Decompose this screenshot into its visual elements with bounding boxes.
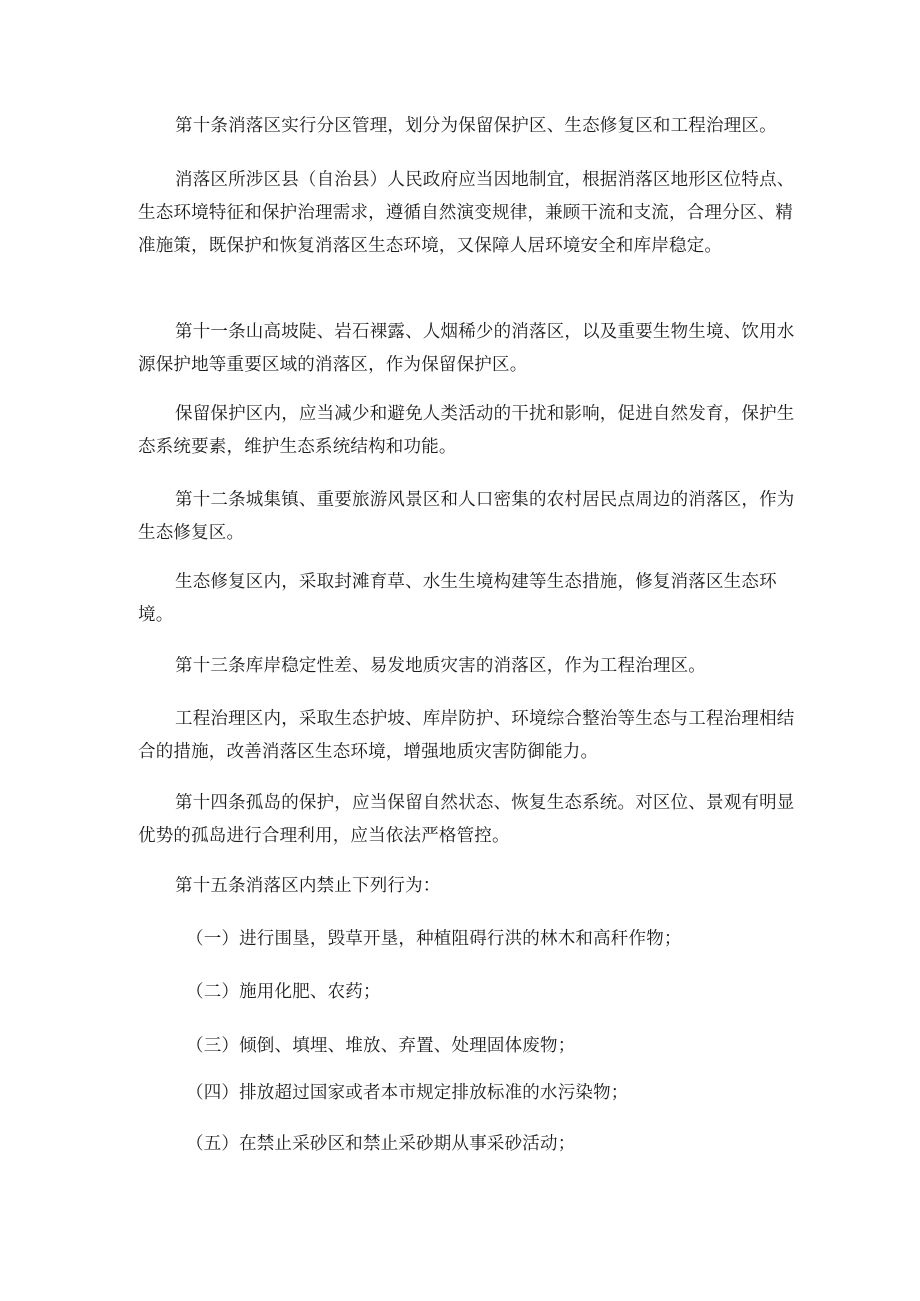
list-item: （三）倾倒、填埋、堆放、弃置、处理固体废物； [186,1036,576,1056]
article-14: 第十四条孤岛的保护，应当保留自然状态、恢复生态系统。对区位、景观有明显优势的孤岛进行合理利用，应当依法严格管控。 [138,793,795,846]
list-item: （四）排放超过国家或者本市规定排放标准的水污染物； [186,1083,629,1103]
article-15: 第十五条消落区内禁止下列行为： [175,876,441,896]
article-13: 第十三条库岸稳定性差、易发地质灾害的消落区，作为工程治理区。 [175,656,706,676]
article-11: 第十一条山高坡陡、岩石裸露、人烟稀少的消落区，以及重要生物生境、饮用水源保护地等重要区域的消落区，作为保留保护区。 [138,322,795,375]
list-item: （二）施用化肥、农药； [186,982,381,1002]
article-10-paragraph-2: 消落区所涉区县（自治县）人民政府应当因地制宜，根据消落区地形区位特点、生态环境特征和保护治理需求，遵循自然演变规律，兼顾干流和支流，合理分区、精准施策，既保护和恢复消落区生态环境，又保障人居环境安全和库岸稳定。 [138,170,795,256]
article-12-paragraph-2: 生态修复区内，采取封滩育草、水生生境构建等生态措施，修复消落区生态环境。 [138,572,777,625]
article-12: 第十二条城集镇、重要旅游风景区和人口密集的农村居民点周边的消落区，作为生态修复区。 [138,490,795,543]
list-item: （一）进行围垦，毁草开垦，种植阻碍行洪的林木和高秆作物； [186,929,682,949]
article-11-paragraph-2: 保留保护区内，应当减少和避免人类活动的干扰和影响，促进自然发育，保护生态系统要素，维护生态系统结构和功能。 [138,404,795,457]
article-13-paragraph-2: 工程治理区内，采取生态护坡、库岸防护、环境综合整治等生态与工程治理相结合的措施，改善消落区生态环境，增强地质灾害防御能力。 [138,709,795,762]
list-item: （五）在禁止采砂区和禁止采砂期从事采砂活动； [186,1134,576,1154]
article-10: 第十条消落区实行分区管理，划分为保留保护区、生态修复区和工程治理区。 [175,116,777,136]
